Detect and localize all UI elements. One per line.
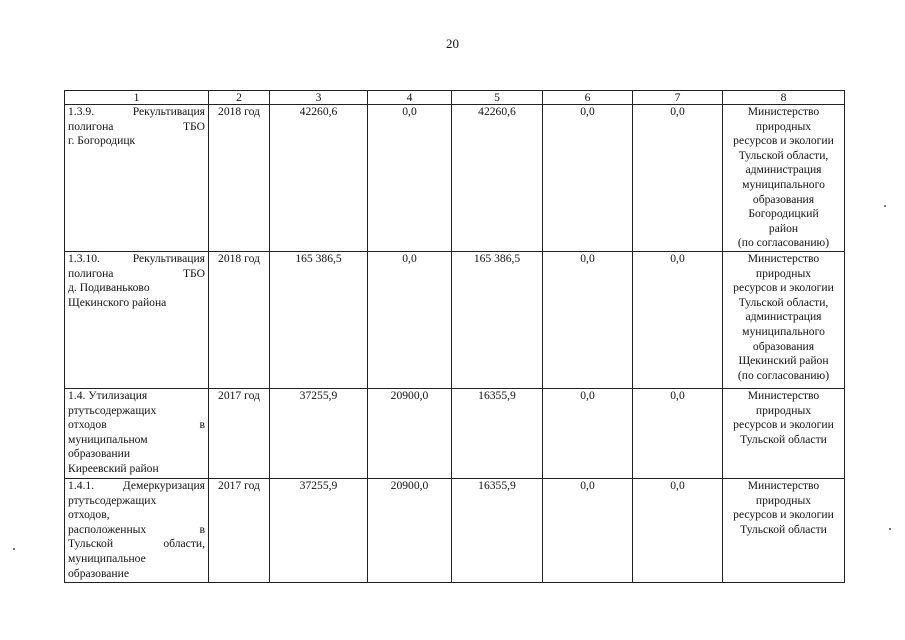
- table-header-row: [65, 91, 845, 105]
- measure-name-cell: [65, 478, 209, 582]
- year-cell: 2017 год: [209, 388, 270, 478]
- header-cell: 1: [65, 91, 209, 105]
- responsible-org-cell: [723, 478, 845, 582]
- responsible-org-line: природных: [755, 403, 812, 417]
- amount-cell: 0,0: [543, 478, 633, 582]
- header-cell: 2: [209, 91, 270, 105]
- amount-cell: 37255,9: [270, 388, 368, 478]
- amount-cell: 165 386,5: [270, 251, 368, 388]
- page-number: 20: [446, 36, 459, 51]
- measure-name-line: г. Богородицк: [68, 134, 136, 148]
- measure-name-line: Щекинского района: [68, 295, 167, 309]
- responsible-org-line: (по согласованию): [737, 368, 830, 382]
- measure-name-line: 1.3.9. Рекультивация: [68, 105, 205, 118]
- header-cell: 6: [543, 91, 633, 105]
- responsible-org-line: природных: [755, 266, 812, 280]
- amount-cell: 37255,9: [270, 478, 368, 582]
- table-row: [65, 388, 845, 478]
- responsible-org-cell: [723, 105, 845, 252]
- measure-name-line: д. Подиваньково: [68, 281, 150, 295]
- header-cell: 3: [270, 91, 368, 105]
- measure-name-line: 1.4.1. Демеркуризация: [68, 478, 205, 492]
- scan-speck: [884, 205, 886, 207]
- responsible-org-line: образования: [752, 339, 815, 353]
- responsible-org-line: администрация: [745, 310, 822, 324]
- amount-cell: 165 386,5: [452, 251, 543, 388]
- responsible-org-line: Тульской области,: [738, 295, 829, 309]
- responsible-org-line: муниципального: [742, 177, 825, 191]
- responsible-org-line: природных: [755, 493, 812, 507]
- year-cell: 2018 год: [209, 105, 270, 252]
- responsible-org-line: Тульской области,: [738, 148, 829, 162]
- measure-name-line: расположенных в: [68, 522, 205, 536]
- measure-name-cell: [65, 251, 209, 388]
- responsible-org-line: ресурсов и экологии: [733, 508, 834, 522]
- responsible-org-line: администрация: [745, 163, 822, 177]
- amount-cell: 0,0: [633, 105, 723, 252]
- measure-name-line: 1.3.10. Рекультивация: [68, 251, 205, 265]
- table-row: [65, 251, 845, 388]
- amount-cell: 0,0: [633, 388, 723, 478]
- measure-name-line: отходов в: [68, 418, 205, 432]
- data-table: [64, 90, 845, 583]
- measure-name-line: Киреевский район: [68, 461, 159, 475]
- measure-name-line: отходов,: [68, 508, 110, 522]
- amount-cell: 42260,6: [270, 105, 368, 252]
- responsible-org-cell: [723, 251, 845, 388]
- measure-name-line: 1.4. Утилизация: [68, 388, 148, 402]
- amount-cell: 0,0: [368, 251, 452, 388]
- amount-cell: 0,0: [633, 251, 723, 388]
- responsible-org-line: Министерство: [747, 251, 820, 265]
- amount-cell: 0,0: [543, 388, 633, 478]
- amount-cell: 0,0: [368, 105, 452, 252]
- header-cell: 7: [633, 91, 723, 105]
- responsible-org-line: Щекинский район: [738, 354, 829, 368]
- measure-name-line: образовании: [68, 447, 131, 461]
- responsible-org-line: (по согласованию): [737, 236, 830, 250]
- responsible-org-line: ресурсов и экологии: [733, 134, 834, 148]
- year-cell: 2018 год: [209, 251, 270, 388]
- table-body: [65, 91, 845, 583]
- measure-name-line: полигона ТБО: [68, 119, 205, 133]
- measure-name-line: муниципальном: [68, 432, 148, 446]
- measure-name-line: полигона ТБО: [68, 266, 205, 280]
- responsible-org-line: ресурсов и экологии: [733, 281, 834, 295]
- measure-name-line: образование: [68, 566, 129, 580]
- responsible-org-cell: [723, 388, 845, 478]
- measure-name-line: муниципальное: [68, 551, 146, 565]
- responsible-org-line: Министерство: [747, 105, 820, 118]
- amount-cell: 20900,0: [368, 478, 452, 582]
- header-cell: 5: [452, 91, 543, 105]
- measure-name-line: ртутьсодержащих: [68, 403, 157, 417]
- amount-cell: 0,0: [543, 105, 633, 252]
- measure-name-cell: [65, 105, 209, 252]
- responsible-org-line: Министерство: [747, 388, 820, 402]
- responsible-org-line: Министерство: [747, 478, 820, 492]
- amount-cell: 16355,9: [452, 388, 543, 478]
- responsible-org-line: Тульской области: [740, 522, 827, 536]
- responsible-org-line: район: [768, 221, 799, 235]
- year-cell: 2017 год: [209, 478, 270, 582]
- amount-cell: 42260,6: [452, 105, 543, 252]
- responsible-org-line: природных: [755, 119, 812, 133]
- responsible-org-line: муниципального: [742, 324, 825, 338]
- amount-cell: 0,0: [633, 478, 723, 582]
- responsible-org-line: ресурсов и экологии: [733, 418, 834, 432]
- measure-name-line: Тульской области,: [68, 537, 205, 551]
- measure-name-line: ртутьсодержащих: [68, 493, 157, 507]
- scan-speck: [889, 528, 891, 530]
- responsible-org-line: Тульской области: [740, 432, 827, 446]
- amount-cell: 20900,0: [368, 388, 452, 478]
- header-cell: 4: [368, 91, 452, 105]
- amount-cell: 0,0: [543, 251, 633, 388]
- table-row: [65, 105, 845, 252]
- amount-cell: 16355,9: [452, 478, 543, 582]
- scan-speck: [13, 548, 15, 550]
- table-row: [65, 478, 845, 582]
- measure-name-cell: [65, 388, 209, 478]
- responsible-org-line: образования: [752, 192, 815, 206]
- responsible-org-line: Богородицкий: [748, 207, 819, 221]
- header-cell: 8: [723, 91, 845, 105]
